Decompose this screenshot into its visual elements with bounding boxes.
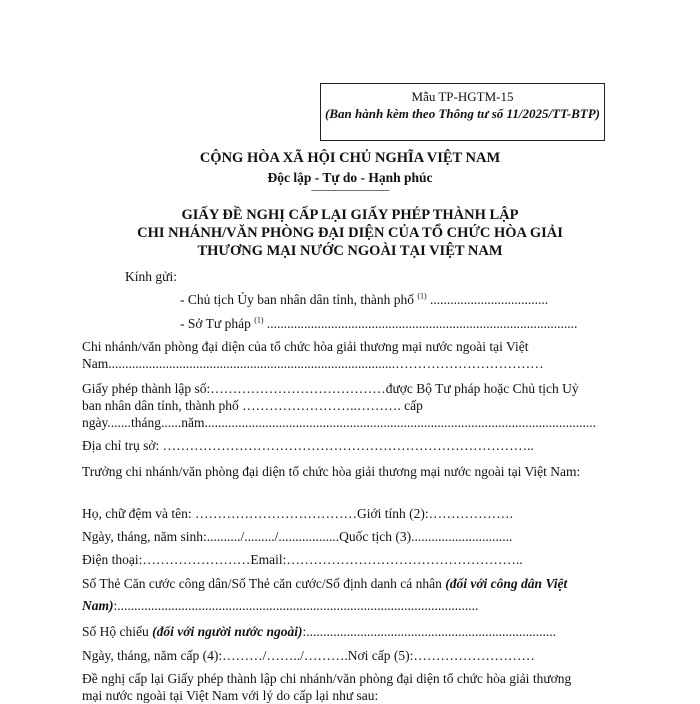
passport-dots[interactable]: :.......................................................................... <box>302 624 557 639</box>
id-card-field[interactable] <box>82 573 582 617</box>
recipient-justice-label: - Sở Tư pháp <box>180 316 251 331</box>
id-card-note: (đối với công dân Việt Nam) <box>82 576 568 613</box>
recipient-chairman <box>180 291 680 308</box>
motto-rule: ——————— <box>311 182 389 196</box>
passport-field[interactable] <box>82 623 582 640</box>
recipient-chairman-label: - Chủ tịch Ủy ban nhân dân tỉnh, thành phố <box>180 292 414 307</box>
passport-label: Số Hộ chiếu <box>82 624 153 639</box>
form-code-box <box>320 83 605 141</box>
issued-reference: (Ban hành kèm theo Thông tư số 11/2025/TT-BTP) <box>325 106 600 121</box>
title-line-1: GIẤY ĐỀ NGHỊ CẤP LẠI GIẤY PHÉP THÀNH LẬP <box>181 207 519 223</box>
recipient-justice-dots[interactable]: ............................................................................................ <box>266 316 578 331</box>
footnote-marker: (1) <box>254 315 264 325</box>
dob-field[interactable]: Ngày, tháng, năm sinh:........../........./..................Quốc tịch (3).............................. <box>82 529 513 544</box>
recipient-chairman-dots[interactable]: ................................... <box>430 292 549 307</box>
title-line-3: THƯƠNG MẠI NƯỚC NGOÀI TẠI VIỆT NAM <box>197 243 503 259</box>
issue-date-field[interactable]: Ngày, tháng, năm cấp (4):………/……../……….Nơi cấp (5):……………………… <box>82 648 535 663</box>
footnote-marker: (1) <box>417 291 427 301</box>
greeting: Kính gửi: <box>125 269 177 284</box>
nation-motto: Độc lập - Tự do - Hạnh phúc <box>267 170 433 185</box>
address-field[interactable]: Địa chỉ trụ sở: ……………………………………………………………………….. <box>82 438 534 453</box>
recipient-justice-dept <box>180 315 680 332</box>
document-title <box>0 206 700 260</box>
branch-name-field[interactable]: Chi nhánh/văn phòng đại diện của tổ chức hòa giải thương mại nước ngoài tại Việt Nam.....................................................................................…………………………… <box>82 339 544 371</box>
nation-name: CỘNG HÒA XÃ HỘI CHỦ NGHĨA VIỆT NAM <box>199 150 501 166</box>
form-code: Mẫu TP-HGTM-15 <box>411 89 514 104</box>
head-intro: Trưởng chi nhánh/văn phòng đại diện tổ chức hòa giải thương mại nước ngoài tại Việt Nam: <box>82 464 581 479</box>
license-number-field[interactable]: Giấy phép thành lập số:…………………………………được Bộ Tư pháp hoặc Chủ tịch Uỷ ban nhân dân tỉnh, thành phố ……………………..………. cấp ngày.......tháng......năm.................................................................................................................... <box>82 381 596 430</box>
passport-note: (đối với người nước ngoài) <box>152 624 303 639</box>
title-line-2: CHI NHÁNH/VĂN PHÒNG ĐẠI DIỆN CỦA TỔ CHỨC HÒA GIẢI <box>137 225 563 241</box>
id-card-dots[interactable]: :........................................................................................................... <box>113 598 479 613</box>
full-name-field[interactable]: Họ, chữ đệm và tên: ………………………………Giới tính (2):………………. <box>82 506 514 521</box>
phone-email-field[interactable]: Điện thoại:……………………Email:…………………………………………….. <box>82 552 523 567</box>
request-paragraph: Đề nghị cấp lại Giấy phép thành lập chi nhánh/văn phòng đại diện tổ chức hòa giải thương mại nước ngoài tại Việt Nam với lý do cấp lại như sau: <box>82 671 572 703</box>
id-card-label: Số Thẻ Căn cước công dân/Số Thẻ căn cước/Số định danh cá nhân <box>82 576 446 591</box>
